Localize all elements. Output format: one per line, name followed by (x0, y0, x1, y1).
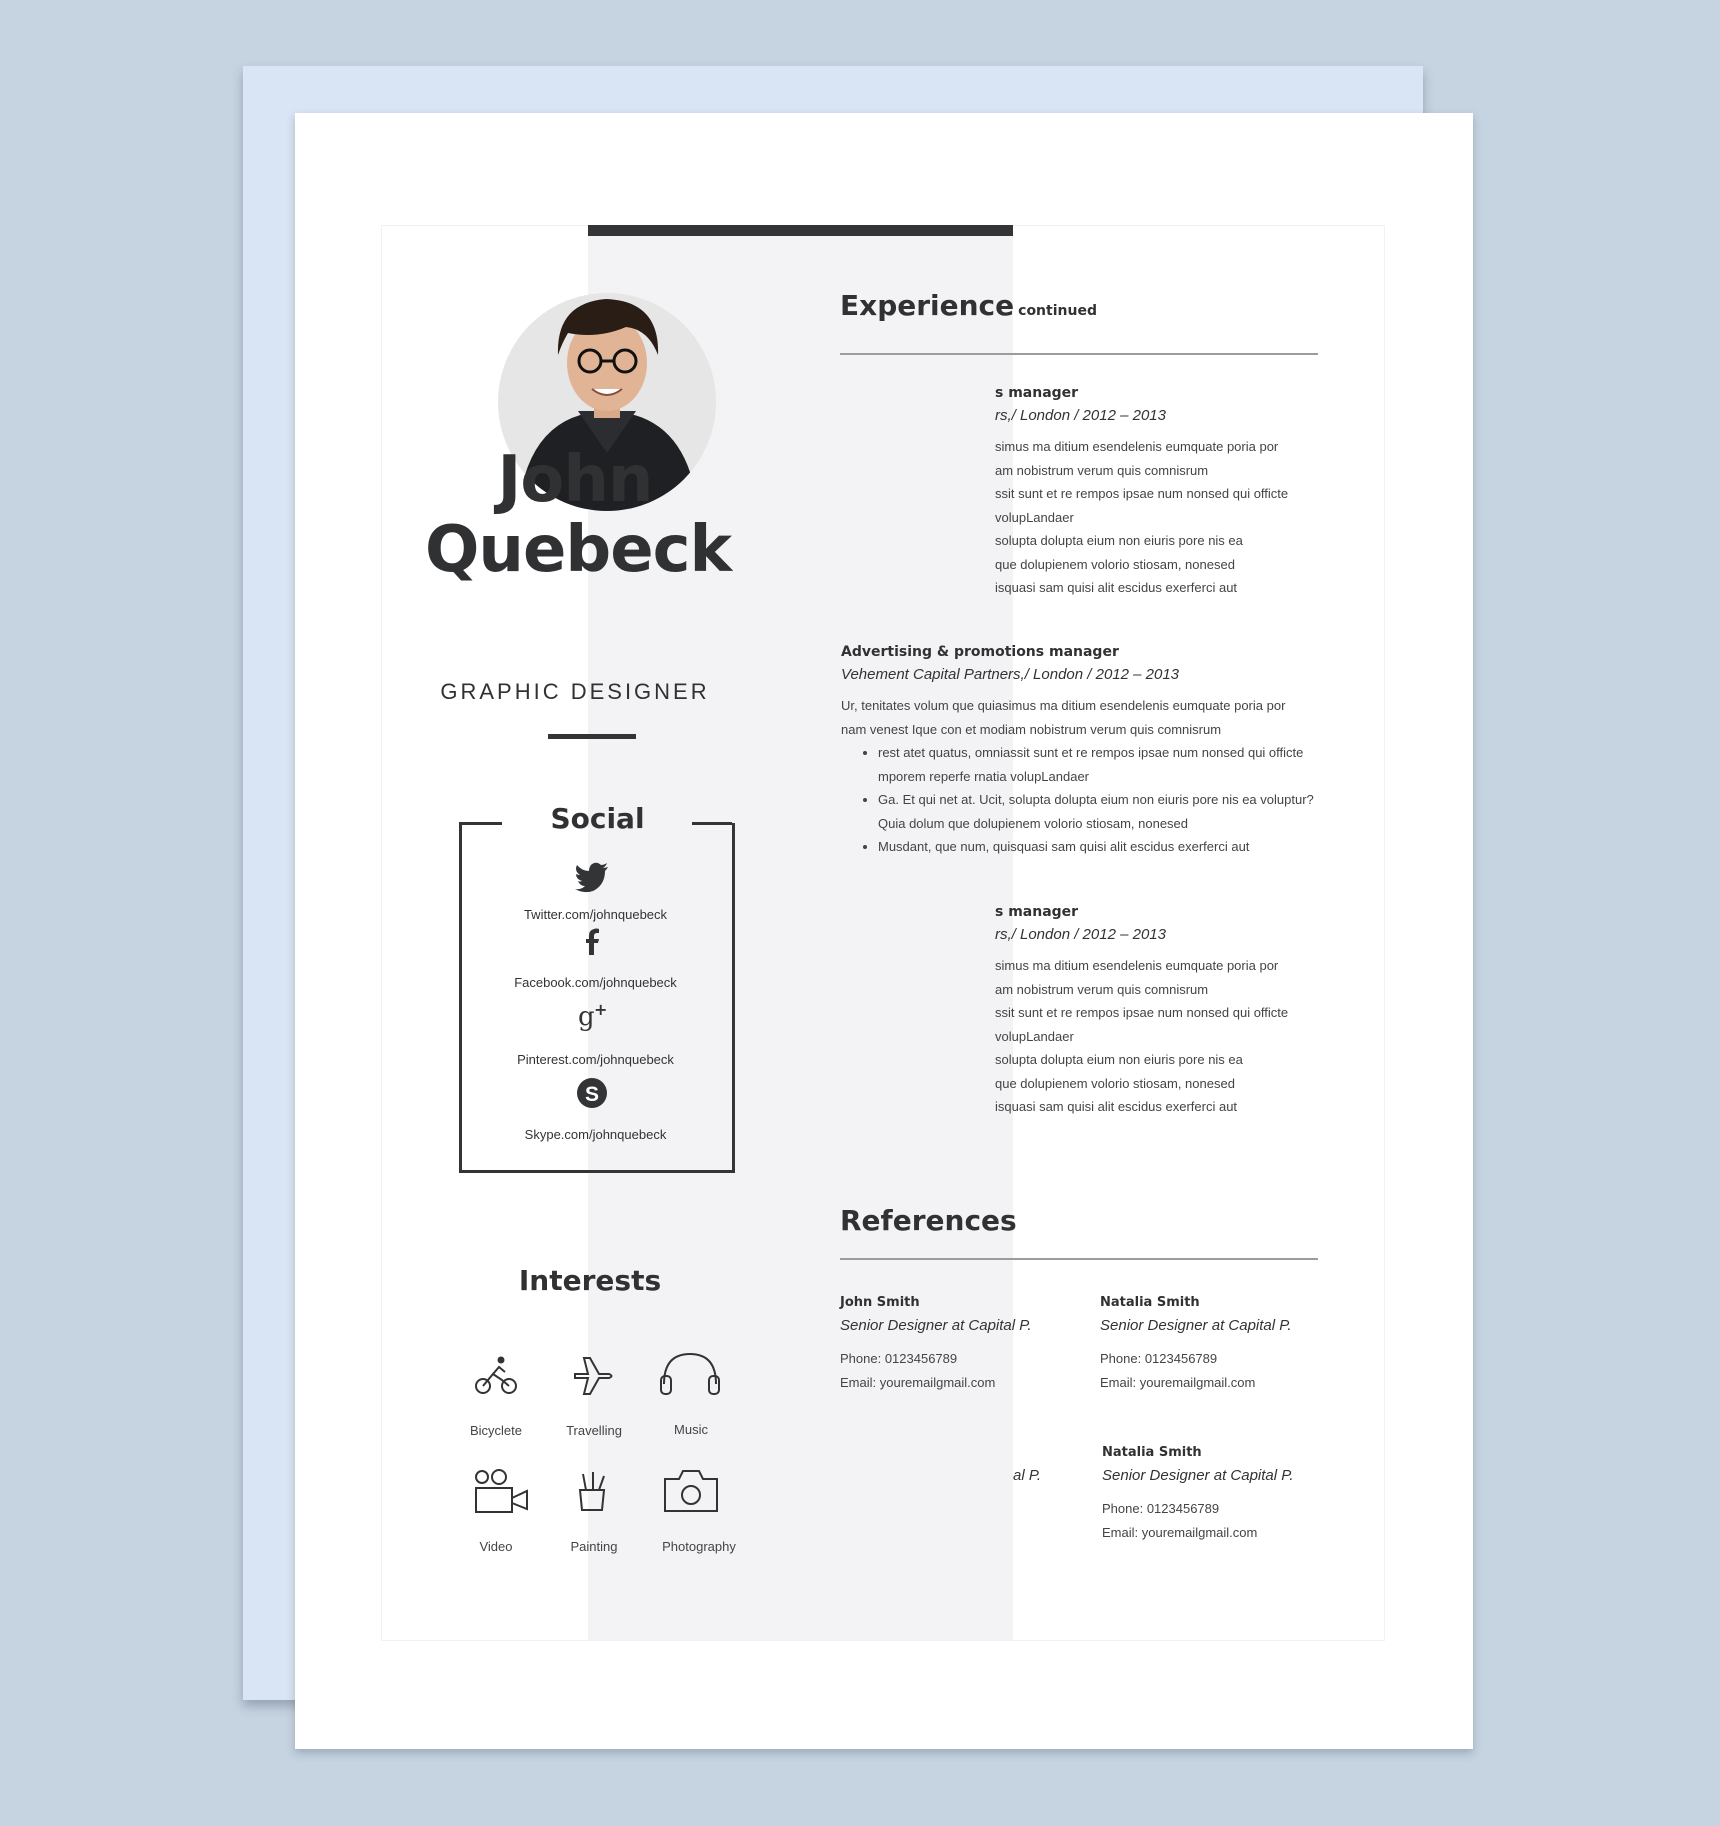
job-entry-bullets (841, 741, 1321, 859)
social-heading: Social (550, 802, 645, 835)
reference-email[interactable]: Email: youremailgmail.com (1100, 1375, 1256, 1390)
job-entry-text-line: simus ma ditium esendelenis eumquate poria por (995, 439, 1279, 454)
google-plus-icon (572, 999, 612, 1033)
job-entry-text (995, 435, 1325, 600)
job-entry-text-line: solupta dolupta eium non eiuris pore nis ea (995, 1052, 1243, 1067)
job-entry-title: Advertising & promotions manager (841, 644, 1119, 660)
job-entry-text-line: ssit sunt et re rempos ipsae num nonsed qui officte (995, 486, 1289, 501)
reference-phone: Phone: 0123456789 (1102, 1501, 1220, 1516)
reference-phone: Phone: 0123456789 (840, 1351, 958, 1366)
svg-text:+: + (594, 1000, 608, 1019)
reference-phone: Phone: 0123456789 (1100, 1351, 1218, 1366)
interest-label-travelling: Travelling (566, 1423, 622, 1438)
job-entry-title: s manager (995, 385, 1079, 401)
headphones-icon (659, 1352, 721, 1401)
reference-name: John Smith (840, 1295, 920, 1310)
airplane-icon (572, 1354, 616, 1403)
reference-role: Senior Designer at Capital P. (1102, 1467, 1294, 1484)
twitter-link[interactable]: Twitter.com/johnquebeck (523, 907, 668, 922)
job-entry-1 (995, 381, 1325, 600)
job-entry-text-line: simus ma ditium esendelenis eumquate poria por (995, 958, 1279, 973)
job-entry-text-line: volupLandaer (995, 1028, 1074, 1044)
twitter-icon (572, 861, 612, 895)
job-entry-company: Vehement Capital Partners,/ London / 2012 – 2013 (841, 666, 1180, 683)
skype-link[interactable]: Skype.com/johnquebeck (524, 1127, 667, 1142)
job-entry-text-line: solupta dolupta eium non eiuris pore nis ea (995, 533, 1243, 548)
reference-1 (840, 1291, 1100, 1395)
job-bullet: • Musdant, que num, quisquasi sam quisi alit escidus exerferci aut (878, 835, 1321, 859)
reference-role: Senior Designer at Capital P. (1100, 1317, 1292, 1334)
bicycle-icon (474, 1354, 518, 1403)
reference-role: al P. (1013, 1467, 1042, 1484)
social-box-cap-left (459, 822, 502, 825)
first-name: John (497, 443, 653, 517)
camera-icon (663, 1467, 719, 1518)
reference-role: Senior Designer at Capital P. (840, 1317, 1032, 1334)
reference-name: Natalia Smith (1102, 1445, 1202, 1460)
job-entry-2 (841, 640, 1321, 859)
svg-text:S: S (585, 1083, 600, 1106)
job-entry-company: rs,/ London / 2012 – 2013 (995, 407, 1166, 424)
top-accent-bar (588, 225, 1013, 236)
interest-label-photography: Photography (662, 1539, 736, 1554)
reference-3-partial (1013, 1465, 1073, 1497)
job-entry-title: s manager (995, 904, 1079, 920)
facebook-link[interactable]: Facebook.com/johnquebeck (514, 975, 677, 990)
job-entry-text (995, 954, 1325, 1119)
job-entry-text-line: am nobistrum verum quis comnisrum (995, 981, 1209, 997)
experience-rule (840, 353, 1318, 355)
job-entry-3 (995, 900, 1325, 1119)
paint-brushes-icon (575, 1470, 611, 1519)
reference-email[interactable]: Email: youremailgmail.com (1102, 1525, 1258, 1540)
pinterest-link[interactable]: Pinterest.com/johnquebeck (517, 1052, 674, 1067)
interest-label-video: Video (479, 1539, 513, 1554)
job-entry-text-line: volupLandaer (995, 509, 1074, 525)
resume-page (295, 113, 1473, 1749)
last-name: Quebeck (425, 513, 732, 587)
experience-subheading: continued (1018, 303, 1097, 319)
job-title: GRAPHIC DESIGNER (440, 679, 710, 704)
interests-heading: Interests (518, 1264, 662, 1297)
reference-name: Natalia Smith (1100, 1295, 1200, 1310)
interest-label-bicycle: Bicyclete (469, 1423, 523, 1438)
interest-label-music: Music (674, 1422, 708, 1437)
job-entry-company: rs,/ London / 2012 – 2013 (995, 926, 1166, 943)
job-entry-text-line: Ur, tenitates volum que quiasimus ma ditium esendelenis eumquate poria por (841, 698, 1286, 713)
video-camera-icon (474, 1469, 530, 1520)
facebook-icon (572, 925, 612, 959)
reference-4 (1102, 1441, 1362, 1545)
interest-label-painting: Painting (570, 1539, 618, 1554)
job-entry-text-line: isquasi sam quisi alit escidus exerferci aut (995, 580, 1238, 595)
job-entry-text-line: am nobistrum verum quis comnisrum (995, 462, 1209, 478)
job-bullet: • rest atet quatus, omniassit sunt et re rempos ipsae num nonsed qui officte mporem reperfe rnatia volupLandaer (878, 741, 1321, 788)
skype-icon (572, 1076, 612, 1110)
experience-heading-text: Experience (840, 289, 1015, 322)
job-entry-text-line: que dolupienem volorio stiosam, nonesed (995, 1075, 1235, 1091)
experience-heading (840, 289, 1097, 322)
title-divider (548, 734, 636, 739)
job-bullet: • Ga. Et qui net at. Ucit, solupta dolupta eium non eiuris pore nis ea voluptur? Quia dolum que dolupienem volorio stiosam, nonesed (878, 788, 1321, 835)
job-entry-text-line: nam venest Ique con et modiam nobistrum verum quis comnisrum (841, 721, 1222, 737)
references-heading: References (840, 1204, 1017, 1237)
reference-email[interactable]: Email: youremailgmail.com (840, 1375, 996, 1390)
job-entry-text-line: que dolupienem volorio stiosam, nonesed (995, 556, 1235, 572)
references-rule (840, 1258, 1318, 1260)
social-box-cap-right (692, 822, 732, 825)
job-entry-text-line: isquasi sam quisi alit escidus exerferci aut (995, 1099, 1238, 1114)
reference-2 (1100, 1291, 1360, 1395)
svg-text:g: g (578, 1002, 595, 1032)
job-entry-text (841, 694, 1321, 741)
job-entry-text-line: ssit sunt et re rempos ipsae num nonsed qui officte (995, 1005, 1289, 1020)
